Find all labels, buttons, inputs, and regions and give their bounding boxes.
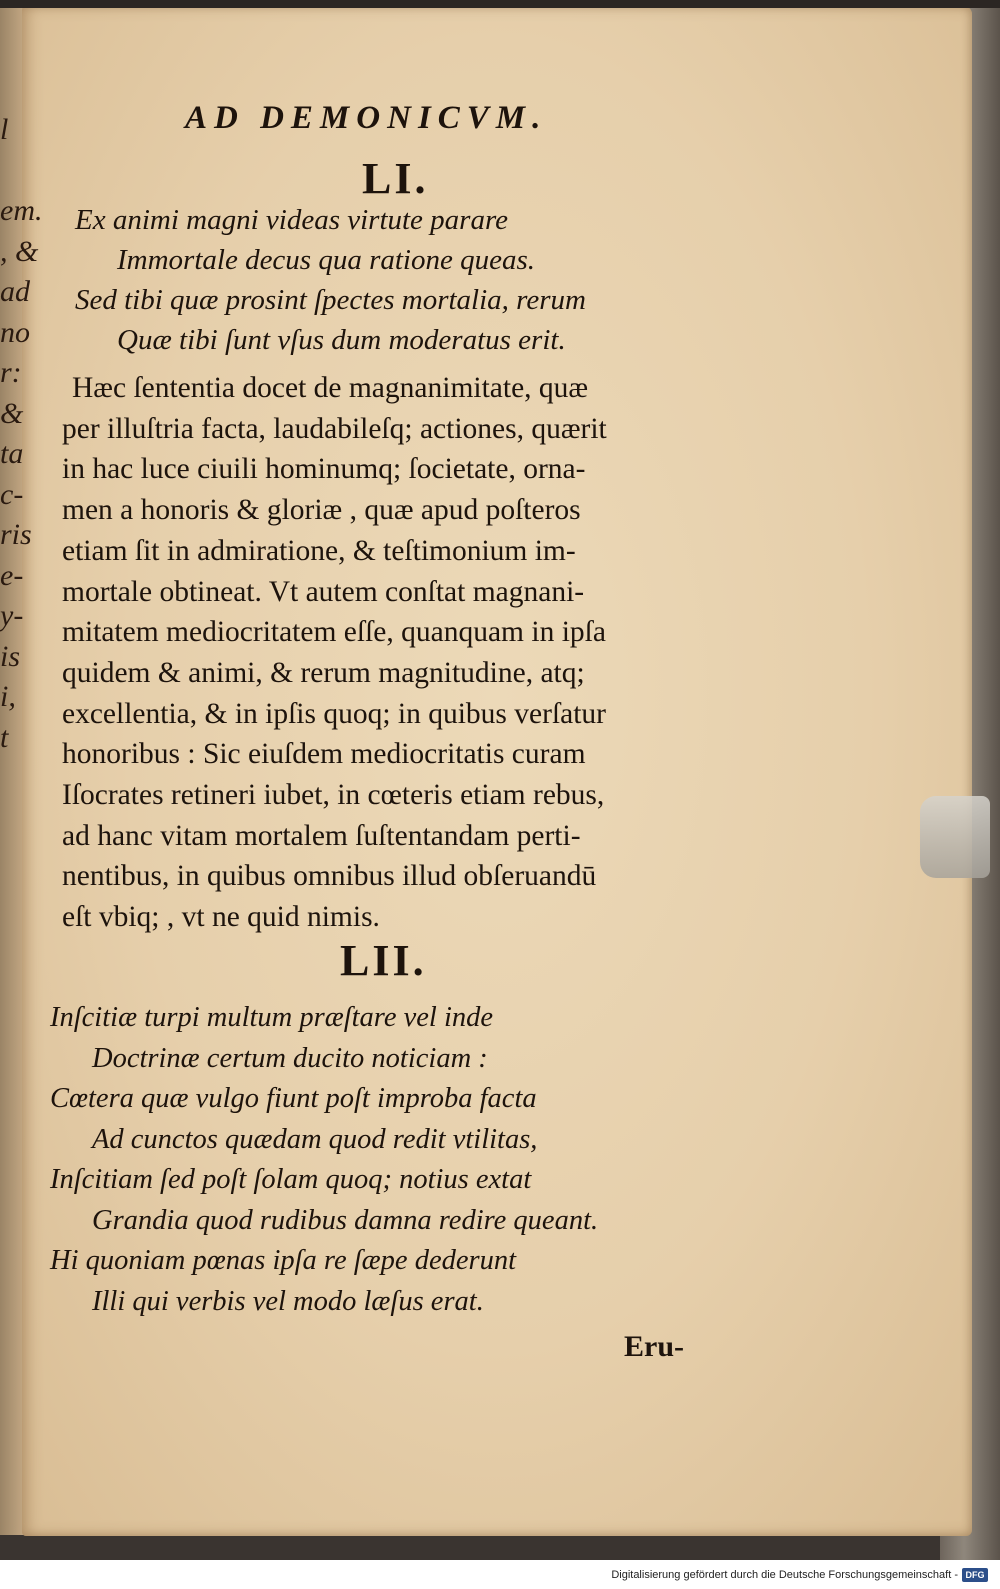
dfg-credit-text: Digitalisierung gefördert durch die Deutsche Forschungsgemeinschaft - [611,1568,958,1581]
verse-line: Illi qui verbis vel modo læſus erat. [92,1285,484,1317]
commentary-line: per illuſtria facta, laudabileſq; actiones, quærit [62,412,607,445]
commentary-line: Hæc ſententia docet de magnanimitate, quæ [72,372,589,404]
commentary-line: honoribus : Sic eiuſdem mediocritatis curam [62,738,586,771]
facing-page-fragment: e- [0,558,24,592]
facing-page-fragment: t [0,720,9,754]
top-scan-edge [0,0,1000,8]
facing-page-fragment [0,880,40,921]
facing-page-fragments [0,110,43,920]
facing-page-fragment: r: [0,356,22,389]
verse-line: Immortale decus qua ratione queas. [117,244,536,276]
facing-page-fragment: , & [0,234,39,268]
verse-line: Ad cunctos quædam quod redit vtilitas, [92,1123,538,1155]
facing-page-fragment: ad [0,275,30,308]
facing-page-fragment: em. [0,194,43,227]
commentary-line: etiam ſit in admiratione, & teſtimonium im- [62,534,576,567]
commentary-line: mortale obtineat. Vt autem conſtat magnani- [62,575,585,608]
commentary-line: quidem & animi, & rerum magnitudine, atq; [62,656,585,689]
facing-page-fragment: c- [0,477,24,511]
running-head: AD DEMONICVM. [185,100,548,136]
facing-page-fragment: & [0,396,24,430]
facing-page-fragment [0,758,40,799]
commentary-line: mitatem mediocritatem eſſe, quanquam in ipſa [62,616,606,649]
commentary-line: Iſocrates retineri iubet, in cœteris etiam rebus, [62,779,605,812]
facing-page-fragment: ta [0,437,24,470]
commentary-line: excellentia, & in ipſis quoq; in quibus verſatur [62,697,607,730]
section-numeral-li: LI. [362,154,429,203]
verse-line: Doctrinæ certum ducito noticiam : [92,1042,488,1074]
catchword: Eru- [624,1330,684,1363]
dfg-logo-icon[interactable]: DFG [962,1568,988,1582]
commentary-line: in hac luce ciuili hominumq; ſocietate, orna- [62,453,586,486]
verse-line: Inſcitiæ turpi multum præſtare vel inde [50,1002,494,1033]
commentary-line: ad hanc vitam mortalem ſuſtentandam perti- [62,819,581,852]
verse-line: Quæ tibi ſunt vſus dum moderatus erit. [117,324,566,356]
verse-line: Grandia quod rudibus damna redire queant. [92,1204,599,1236]
facing-page-fragment [0,799,40,840]
facing-page-fragment: ris [0,518,32,551]
facing-page-fragment: no [0,315,30,349]
verse-line: Ex animi magni videas virtute parare [75,204,509,236]
verse-line: Inſcitiam ſed poſt ſolam quoq; notius extat [50,1164,532,1195]
verse-line: Hi quoniam pœnas ipſa re ſæpe dederunt [50,1245,517,1276]
verse-li [75,200,586,360]
commentary-line: eſt vbiq; , vt ne quid nimis. [62,901,380,934]
digitization-credit-bar [0,1560,1000,1589]
commentary-line: men a honoris & gloriæ , quæ apud poſteros [62,494,581,527]
verse-line: Cœtera quæ vulgo fiunt poſt improba facta [50,1083,537,1114]
verse-lii [50,998,598,1322]
section-numeral-lii: LII. [340,936,427,985]
facing-page-fragment: y- [0,599,24,632]
facing-page-fragment: is [0,639,21,673]
facing-page-fragment: l [0,113,9,146]
page-clip [920,796,990,878]
commentary-li [62,368,722,938]
facing-page-fragment [0,839,40,880]
verse-line: Sed tibi quæ prosint ſpectes mortalia, rerum [75,284,586,316]
commentary-line: nentibus, in quibus omnibus illud obſeruandū [62,860,597,893]
facing-page-fragment: i, [0,680,16,713]
facing-page-fragment [0,151,40,192]
